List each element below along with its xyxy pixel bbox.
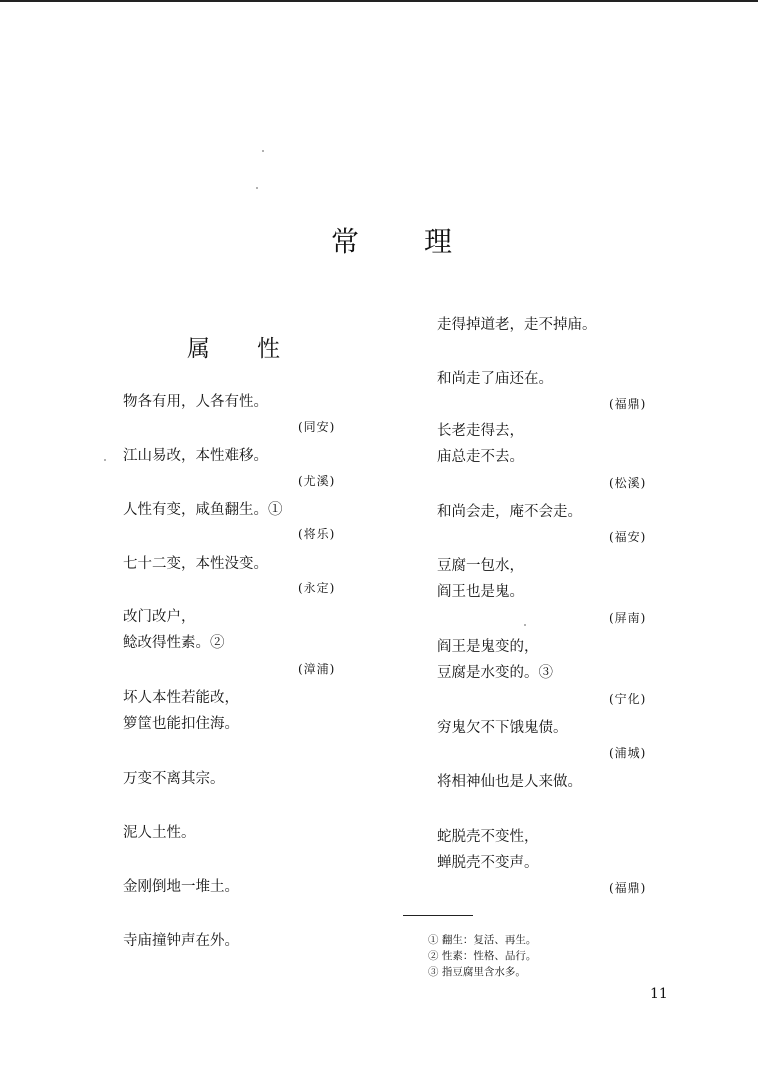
proverb-line: 将相神仙也是人来做。 [437, 774, 582, 790]
proverb-line: 穷鬼欠不下饿鬼债。 [437, 720, 568, 736]
region-label: (尤溪) [298, 474, 336, 488]
proverb-line: 七十二变，本性没变。 [123, 556, 268, 572]
proverb-line: 阎王也是鬼。 [437, 584, 524, 600]
proverb-line: 泥人土性。 [123, 825, 196, 841]
proverb-line: 寺庙撞钟声在外。 [123, 933, 239, 949]
proverb-line: 鲶改得性素。② [123, 635, 225, 651]
proverb-line: 长老走得去， [437, 423, 524, 439]
section-heading-char-1: 属 [187, 336, 210, 362]
footnote: ② 性素：性格、品行。 [428, 950, 537, 962]
proverb-line: 阎王是鬼变的， [437, 639, 539, 655]
region-label: (福鼎) [609, 881, 647, 895]
scan-speck [104, 459, 106, 461]
page-number: 11 [650, 986, 668, 1002]
footnote: ③ 指豆腐里含水多。 [428, 966, 526, 978]
region-label: (漳浦) [298, 662, 336, 676]
scan-speck [256, 187, 258, 189]
proverb-line: 人性有变，咸鱼翻生。① [123, 502, 283, 518]
chapter-title-char-2: 理 [424, 225, 453, 258]
region-label: (浦城) [609, 746, 647, 760]
proverb-line: 走得掉道老，走不掉庙。 [437, 317, 597, 333]
footnote-rule [403, 915, 473, 916]
proverb-line: 蛇脱壳不变性， [437, 829, 539, 845]
top-border-line [0, 0, 758, 2]
chapter-title-char-1: 常 [331, 225, 360, 258]
region-label: (同安) [298, 420, 336, 434]
proverb-line: 坏人本性若能改， [123, 690, 239, 706]
proverb-line: 豆腐一包水， [437, 558, 524, 574]
region-label: (将乐) [298, 527, 336, 541]
region-label: (福鼎) [609, 397, 647, 411]
region-label: (宁化) [609, 692, 647, 706]
proverb-line: 万变不离其宗。 [123, 771, 225, 787]
proverb-line: 江山易改，本性难移。 [123, 448, 268, 464]
proverb-line: 蝉脱壳不变声。 [437, 855, 539, 871]
proverb-line: 和尚走了庙还在。 [437, 371, 553, 387]
proverb-line: 箩筐也能扣住海。 [123, 716, 239, 732]
region-label: (松溪) [609, 476, 647, 490]
footnote: ① 翻生：复活、再生。 [428, 934, 537, 946]
section-heading-char-2: 性 [257, 336, 280, 362]
proverb-line: 和尚会走，庵不会走。 [437, 504, 582, 520]
region-label: (永定) [298, 581, 336, 595]
proverb-line: 金刚倒地一堆土。 [123, 879, 239, 895]
scan-speck [262, 150, 264, 152]
proverb-line: 豆腐是水变的。③ [437, 665, 553, 681]
region-label: (福安) [609, 530, 647, 544]
proverb-line: 庙总走不去。 [437, 449, 524, 465]
proverb-line: 物各有用，人各有性。 [123, 394, 268, 410]
proverb-line: 改门改户， [123, 609, 196, 625]
region-label: (屏南) [609, 611, 647, 625]
scan-speck [524, 624, 526, 626]
